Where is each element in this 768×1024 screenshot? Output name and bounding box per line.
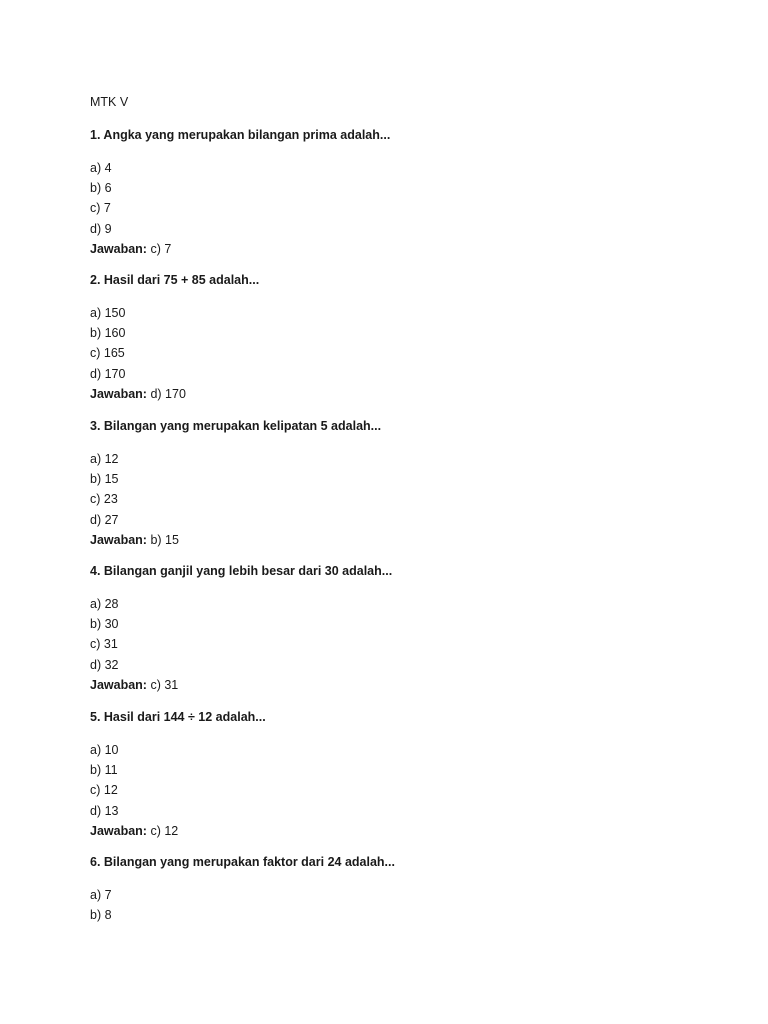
answer-label: Jawaban: — [90, 386, 147, 401]
option-list — [90, 449, 690, 550]
answer-line — [90, 239, 690, 259]
option-list — [90, 303, 690, 404]
option-c: c) 165 — [90, 346, 125, 361]
option-a: a) 12 — [90, 452, 119, 466]
question-text: 6. Bilangan yang merupakan faktor dari 24 adalah... — [90, 855, 395, 869]
option-a: a) 150 — [90, 306, 126, 320]
option-a: a) 10 — [90, 743, 119, 757]
option-b: b) 8 — [90, 908, 112, 923]
answer-line — [90, 821, 690, 841]
option-b: b) 15 — [90, 472, 119, 487]
option-d: d) 13 — [90, 803, 119, 818]
option-b: b) 30 — [90, 617, 119, 632]
answer-label: Jawaban: — [90, 677, 147, 692]
answer-label: Jawaban: — [90, 823, 147, 838]
option-c: c) 12 — [90, 783, 118, 798]
option-c: c) 23 — [90, 492, 118, 507]
question-text: 1. Angka yang merupakan bilangan prima adalah... — [90, 128, 391, 142]
answer-value: d) 170 — [150, 386, 186, 401]
question-2 — [90, 271, 690, 404]
answer-label: Jawaban: — [90, 241, 147, 256]
question-5 — [90, 708, 690, 841]
option-list — [90, 594, 690, 695]
question-6 — [90, 853, 690, 925]
option-d: d) 9 — [90, 221, 112, 236]
question-text: 4. Bilangan ganjil yang lebih besar dari 30 adalah... — [90, 564, 393, 578]
question-3 — [90, 417, 690, 550]
option-a: a) 4 — [90, 161, 112, 175]
option-b: b) 6 — [90, 181, 112, 196]
option-b: b) 160 — [90, 326, 126, 341]
question-4 — [90, 562, 690, 695]
document-title: MTK V — [90, 95, 129, 109]
question-text: 5. Hasil dari 144 ÷ 12 adalah... — [90, 710, 266, 724]
option-c: c) 7 — [90, 201, 111, 216]
answer-label: Jawaban: — [90, 532, 147, 547]
option-d: d) 32 — [90, 657, 119, 672]
option-d: d) 170 — [90, 366, 126, 381]
answer-line — [90, 384, 690, 404]
option-d: d) 27 — [90, 512, 119, 527]
answer-line — [90, 675, 690, 695]
answer-value: c) 31 — [150, 677, 179, 692]
answer-value: c) 12 — [150, 823, 179, 838]
question-text: 2. Hasil dari 75 + 85 adalah... — [90, 273, 260, 287]
question-text: 3. Bilangan yang merupakan kelipatan 5 adalah... — [90, 419, 382, 433]
option-a: a) 28 — [90, 597, 119, 611]
option-list — [90, 885, 690, 925]
question-1 — [90, 126, 690, 259]
option-c: c) 31 — [90, 637, 118, 652]
answer-line — [90, 530, 690, 550]
option-a: a) 7 — [90, 888, 112, 902]
answer-value: c) 7 — [150, 241, 172, 256]
option-b: b) 11 — [90, 763, 118, 778]
option-list — [90, 158, 690, 259]
answer-value: b) 15 — [150, 532, 179, 547]
option-list — [90, 740, 690, 841]
